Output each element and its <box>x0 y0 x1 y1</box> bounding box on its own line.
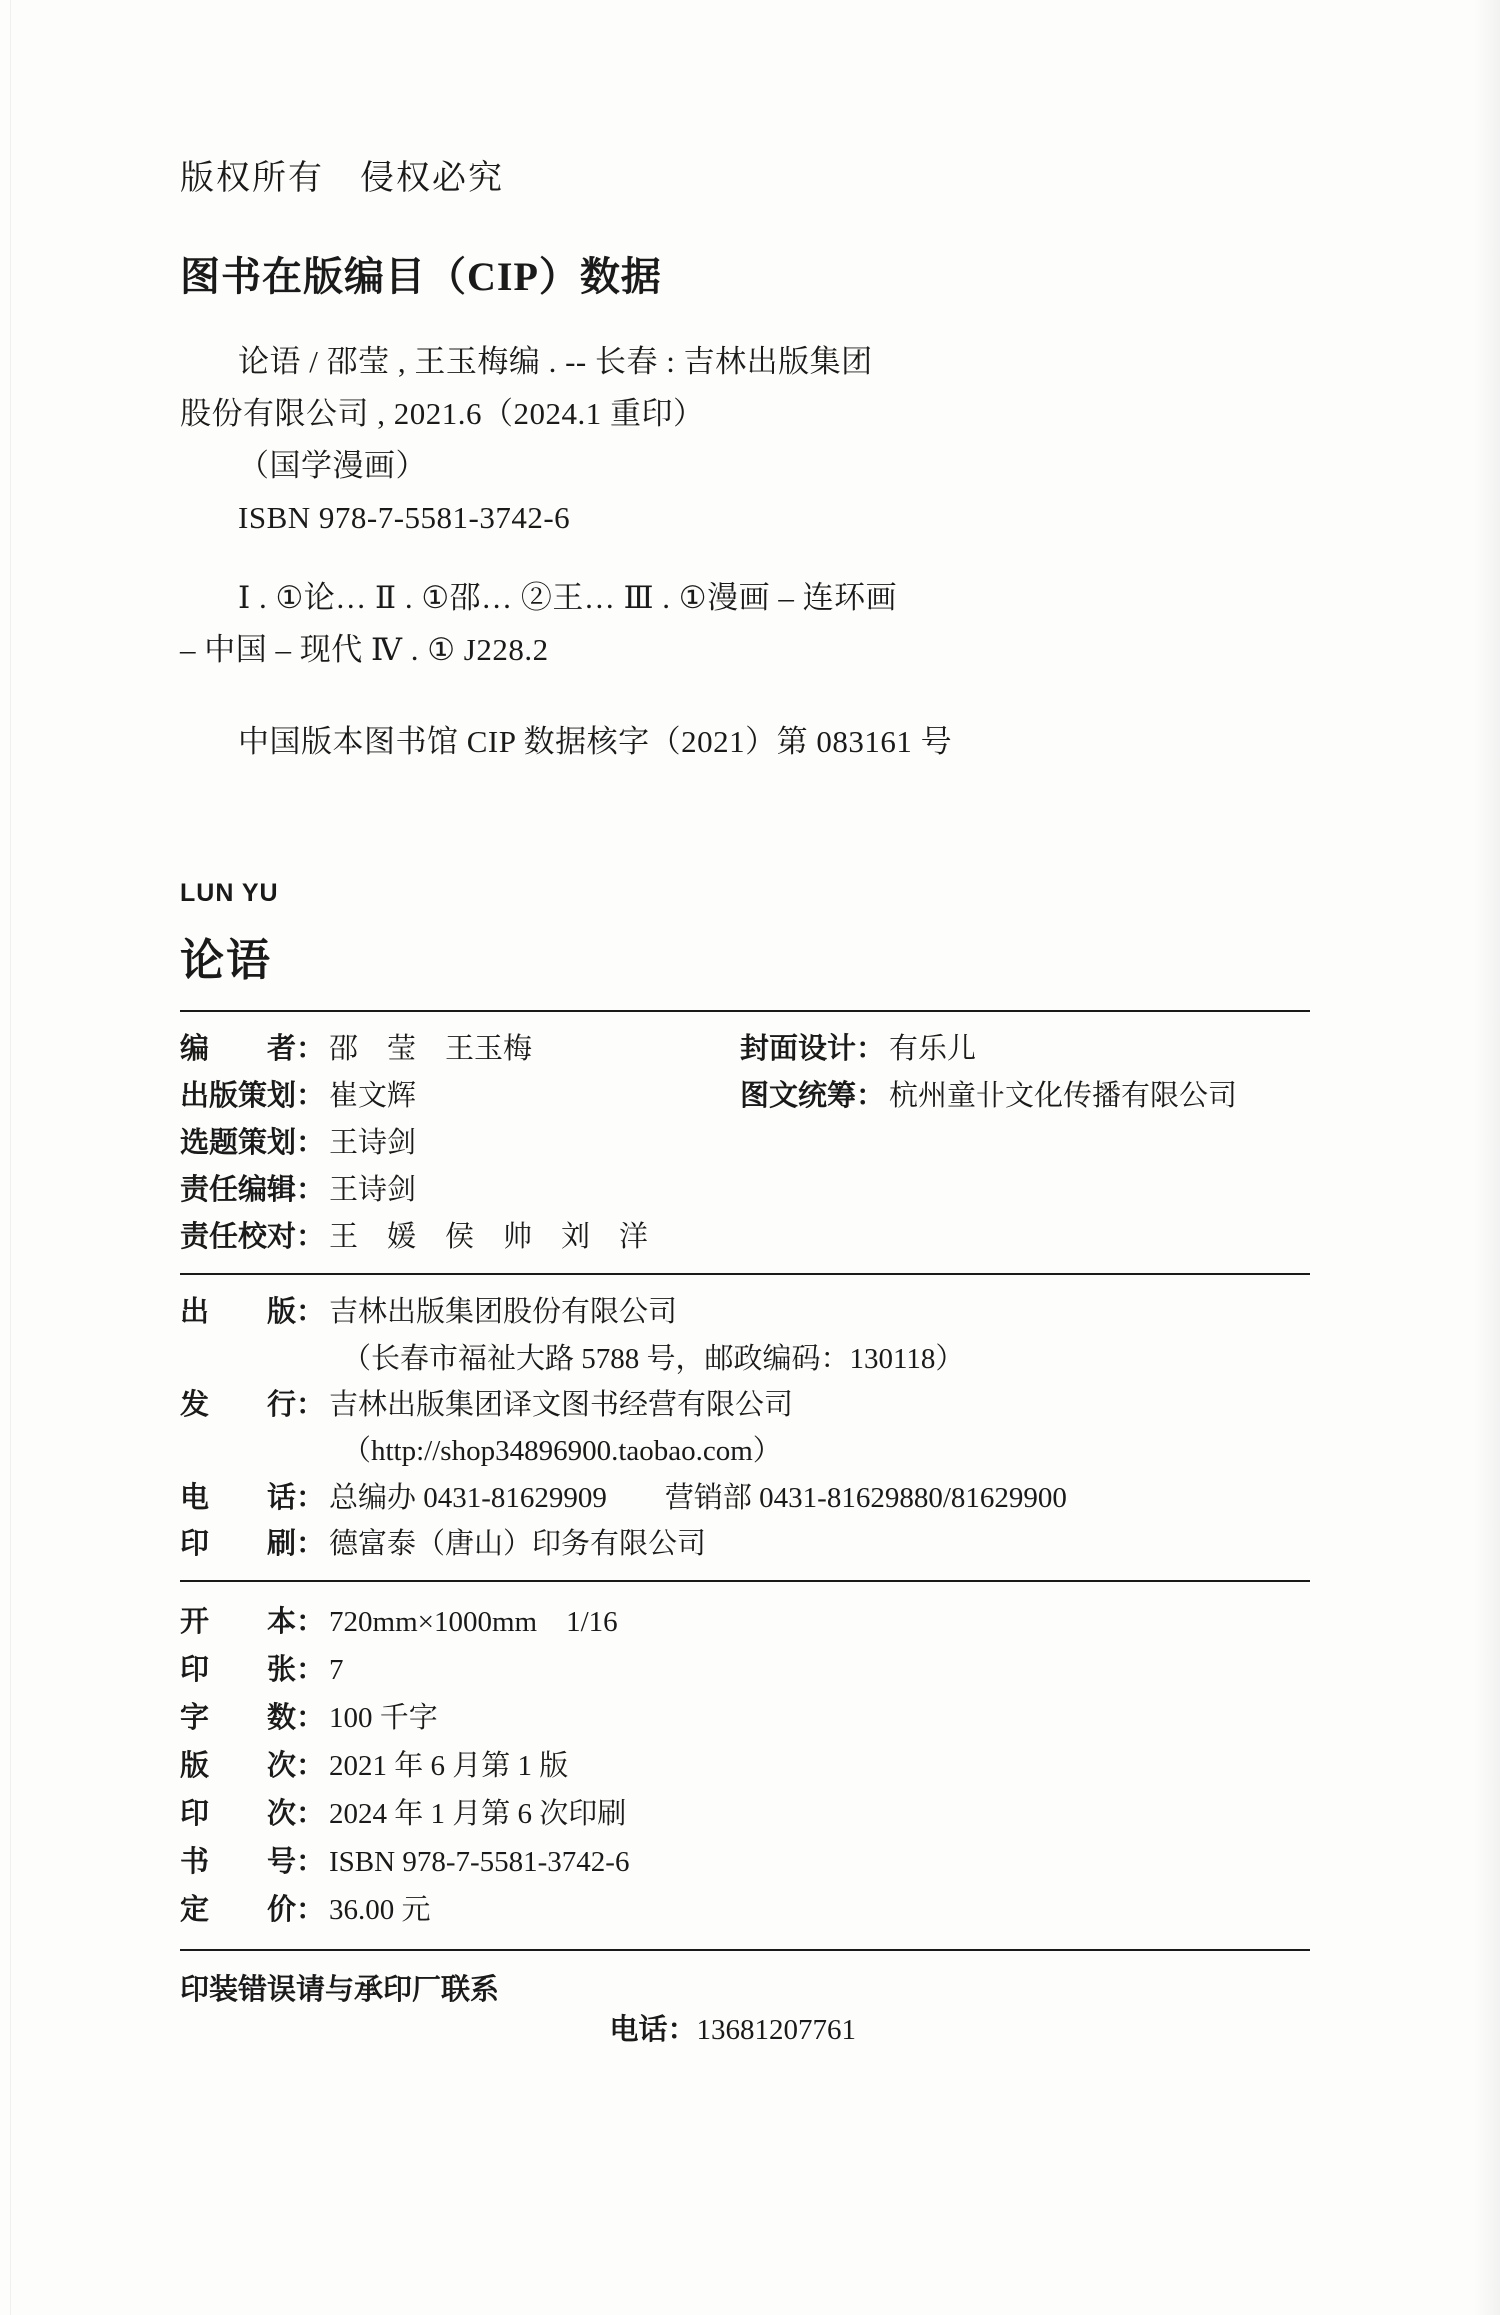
publisher-row <box>180 1289 1310 1335</box>
publisher-value: 吉林出版集团股份有限公司 <box>329 1296 678 1329</box>
credit-label: 责任编辑： <box>180 1174 326 1207</box>
credit-label: 编 者： <box>180 1033 326 1066</box>
publisher-label: 电 话： <box>180 1481 326 1514</box>
cip-classification-line-1: Ⅰ . ①论… Ⅱ . ①邵… ②王… Ⅲ . ①漫画 – 连环画 <box>238 580 898 616</box>
spec-row <box>180 1646 1310 1694</box>
credit-label: 责任校对： <box>180 1221 326 1254</box>
cip-line-title: 论语 / 邵莹 , 王玉梅编 . -- 长春 : 吉林出版集团 <box>238 344 873 379</box>
distributor-shop-url[interactable]: （http://shop34896900.taobao.com） <box>342 1435 782 1468</box>
credit-value: 杭州童卝文化传播有限公司 <box>889 1080 1238 1113</box>
copyright-notice: 版权所有 侵权必究 <box>180 160 504 197</box>
credit-value: 有乐儿 <box>889 1033 977 1066</box>
scan-edge-right <box>1474 0 1500 2315</box>
credit-value: 王 媛 侯 帅 刘 洋 <box>329 1221 649 1254</box>
spec-value: 720mm×1000mm 1/16 <box>329 1605 618 1638</box>
credit-row <box>180 1073 1310 1120</box>
scan-edge-left <box>10 0 11 2315</box>
credit-value: 王诗剑 <box>329 1127 417 1160</box>
footer-telephone-number: 13681207761 <box>696 2013 856 2046</box>
footer-telephone-label: 电话： <box>609 2013 697 2046</box>
publisher-address: （长春市福祉大路 5788 号，邮政编码：130118） <box>342 1342 965 1375</box>
spec-label: 版 次： <box>180 1750 326 1783</box>
publisher-label: 印 刷： <box>180 1528 326 1561</box>
publisher-label: 发 行： <box>180 1389 326 1422</box>
publisher-value: 吉林出版集团译文图书经营有限公司 <box>329 1389 794 1422</box>
page-content <box>180 150 1310 2081</box>
spec-row <box>180 1886 1310 1934</box>
cip-heading: 图书在版编目（CIP）数据 <box>180 254 662 299</box>
spec-label: 字 数： <box>180 1701 326 1734</box>
credit-left-cell <box>180 1120 740 1167</box>
cip-line-isbn: ISBN 978-7-5581-3742-6 <box>238 500 571 536</box>
credit-left-cell <box>180 1026 740 1073</box>
credit-right-cell <box>740 1073 1310 1120</box>
spec-row <box>180 1838 1310 1886</box>
footer-block <box>180 1951 1310 2081</box>
spec-row <box>180 1694 1310 1742</box>
publisher-label: 出 版： <box>180 1296 326 1329</box>
publisher-row <box>180 1475 1310 1521</box>
publisher-row <box>180 1521 1310 1567</box>
credit-right-cell <box>740 1026 1310 1073</box>
cip-spacer <box>180 544 1310 572</box>
credit-row <box>180 1120 1310 1167</box>
reprint-contact-note: 印装错误请与承印厂联系 <box>180 1973 500 2006</box>
credit-left-cell <box>180 1214 740 1261</box>
spec-row <box>180 1790 1310 1838</box>
spec-label: 印 次： <box>180 1798 326 1831</box>
cip-classification-line-2: – 中国 – 现代 Ⅳ . ① J228.2 <box>180 632 549 668</box>
cip-line-publisher: 股份有限公司 , 2021.6（2024.1 重印） <box>180 396 705 432</box>
credits-block <box>180 1012 1310 1273</box>
publisher-row <box>180 1382 1310 1428</box>
credit-value: 邵 莹 王玉梅 <box>329 1033 533 1066</box>
spec-label: 印 张： <box>180 1653 326 1686</box>
title-block <box>180 879 1310 988</box>
specs-block <box>180 1582 1310 1949</box>
credit-left-cell <box>180 1167 740 1214</box>
publisher-value: 总编办 0431-81629909 营销部 0431-81629880/81629900 <box>329 1481 1067 1514</box>
book-title: 论语 <box>180 936 272 986</box>
spec-value: 2024 年 1 月第 6 次印刷 <box>329 1798 627 1831</box>
spec-label: 书 号： <box>180 1846 326 1879</box>
credit-left-cell <box>180 1073 740 1120</box>
credit-value: 崔文辉 <box>329 1080 417 1113</box>
spec-value: ISBN 978-7-5581-3742-6 <box>329 1846 630 1879</box>
credit-label: 选题策划： <box>180 1127 326 1160</box>
cip-registration-number: 中国版本图书馆 CIP 数据核字（2021）第 083161 号 <box>238 724 953 760</box>
credit-value: 王诗剑 <box>329 1174 417 1207</box>
spec-row <box>180 1598 1310 1646</box>
cip-line-series: （国学漫画） <box>238 448 427 484</box>
publisher-value: 德富泰（唐山）印务有限公司 <box>329 1528 707 1561</box>
pinyin-title: LUN YU <box>180 879 279 908</box>
cip-body <box>180 336 1310 676</box>
spec-value: 100 千字 <box>329 1701 438 1734</box>
credit-row <box>180 1214 1310 1261</box>
spec-value: 7 <box>329 1653 344 1686</box>
credit-label: 出版策划： <box>180 1080 326 1113</box>
spec-row <box>180 1742 1310 1790</box>
credit-label: 图文统筹： <box>740 1080 886 1113</box>
spec-label: 开 本： <box>180 1605 326 1638</box>
spec-value: 36.00 元 <box>329 1894 431 1927</box>
credit-row <box>180 1167 1310 1214</box>
credit-label: 封面设计： <box>740 1033 886 1066</box>
spec-value: 2021 年 6 月第 1 版 <box>329 1750 569 1783</box>
spec-label: 定 价： <box>180 1894 326 1927</box>
footer-telephone <box>545 1974 856 2081</box>
publisher-block <box>180 1275 1310 1579</box>
credit-row <box>180 1026 1310 1073</box>
